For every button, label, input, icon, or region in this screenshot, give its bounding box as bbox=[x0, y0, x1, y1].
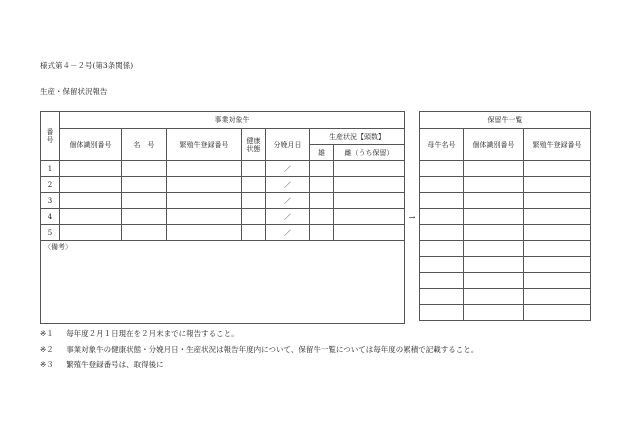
cell-individual-id[interactable] bbox=[464, 161, 524, 177]
table-row bbox=[420, 193, 591, 209]
cell-breeding-reg[interactable] bbox=[524, 273, 591, 289]
cell-breeding-reg[interactable] bbox=[167, 209, 242, 225]
cell-health[interactable] bbox=[242, 177, 266, 193]
remarks-label: 〈備考〉 bbox=[44, 243, 72, 251]
cell-individual-id[interactable] bbox=[464, 257, 524, 273]
cell-male[interactable] bbox=[310, 161, 334, 177]
cell-birth-month[interactable]: ／ bbox=[266, 209, 310, 225]
cell-individual-id[interactable] bbox=[60, 193, 122, 209]
cell-individual-id[interactable] bbox=[464, 225, 524, 241]
retained-cattle-group-header: 保留牛一覧 bbox=[420, 112, 591, 129]
cell-name[interactable] bbox=[122, 209, 167, 225]
cell-breeding-reg[interactable] bbox=[167, 193, 242, 209]
cell-mother-name[interactable] bbox=[420, 257, 464, 273]
col-female: 雌（うち保留） bbox=[334, 145, 405, 161]
cell-mother-name[interactable] bbox=[420, 305, 464, 321]
cell-male[interactable] bbox=[310, 177, 334, 193]
row-number: 4 bbox=[41, 209, 60, 225]
cell-health[interactable] bbox=[242, 225, 266, 241]
cell-breeding-reg[interactable] bbox=[524, 305, 591, 321]
table-row bbox=[420, 161, 591, 177]
cell-mother-name[interactable] bbox=[420, 289, 464, 305]
cell-female[interactable] bbox=[334, 209, 405, 225]
col-name: 名 号 bbox=[122, 129, 167, 161]
row-number: 2 bbox=[41, 177, 60, 193]
cell-mother-name[interactable] bbox=[420, 193, 464, 209]
cell-mother-name[interactable] bbox=[420, 161, 464, 177]
note-mark: ※１ bbox=[40, 329, 54, 338]
table-row bbox=[41, 225, 405, 241]
cell-birth-month[interactable]: ／ bbox=[266, 161, 310, 177]
cell-female[interactable] bbox=[334, 225, 405, 241]
cell-individual-id[interactable] bbox=[60, 209, 122, 225]
retained-cattle-table bbox=[419, 111, 591, 321]
row-number: 3 bbox=[41, 193, 60, 209]
arrow-icon: → bbox=[408, 213, 416, 222]
col-number-char-2: 号 bbox=[46, 136, 54, 144]
cell-individual-id[interactable] bbox=[464, 177, 524, 193]
cell-individual-id[interactable] bbox=[464, 289, 524, 305]
cell-name[interactable] bbox=[122, 225, 167, 241]
note-text: 事業対象牛の健康状態・分娩月日・生産状況は報告年度内について、保留牛一覧については毎年度の累積で記載すること。 bbox=[66, 345, 479, 354]
table-row bbox=[420, 177, 591, 193]
cell-female[interactable] bbox=[334, 193, 405, 209]
cell-female[interactable] bbox=[334, 177, 405, 193]
cell-breeding-reg[interactable] bbox=[167, 177, 242, 193]
target-cattle-table bbox=[40, 111, 405, 324]
col-health-line-2: 状態 bbox=[246, 144, 261, 153]
col-production-group: 生産状況【頭数】 bbox=[310, 129, 405, 145]
cell-male[interactable] bbox=[310, 225, 334, 241]
table-row bbox=[41, 209, 405, 225]
cell-health[interactable] bbox=[242, 161, 266, 177]
col-number-char-1: 番 bbox=[46, 128, 54, 136]
col-breeding-reg: 繁殖牛登録番号 bbox=[524, 129, 591, 161]
cell-mother-name[interactable] bbox=[420, 225, 464, 241]
note-2 bbox=[40, 345, 478, 354]
cell-individual-id[interactable] bbox=[60, 177, 122, 193]
table-row bbox=[420, 241, 591, 257]
cell-breeding-reg[interactable] bbox=[524, 177, 591, 193]
note-mark: ※２ bbox=[40, 345, 54, 354]
table-row bbox=[420, 305, 591, 321]
note-3 bbox=[40, 360, 164, 369]
cell-individual-id[interactable] bbox=[464, 193, 524, 209]
cell-birth-month[interactable]: ／ bbox=[266, 193, 310, 209]
col-mother-name: 母牛名号 bbox=[420, 129, 464, 161]
cell-breeding-reg[interactable] bbox=[524, 289, 591, 305]
table-row bbox=[420, 225, 591, 241]
table-row bbox=[420, 257, 591, 273]
table-row bbox=[41, 177, 405, 193]
note-text: 繁殖牛登録番号は、取得後に bbox=[66, 360, 164, 369]
row-number: 5 bbox=[41, 225, 60, 241]
cell-individual-id[interactable] bbox=[464, 241, 524, 257]
cell-name[interactable] bbox=[122, 161, 167, 177]
page-title: 生産・保留状況報告 bbox=[40, 87, 108, 96]
cell-mother-name[interactable] bbox=[420, 209, 464, 225]
cell-individual-id[interactable] bbox=[464, 209, 524, 225]
cell-mother-name[interactable] bbox=[420, 241, 464, 257]
cell-name[interactable] bbox=[122, 193, 167, 209]
cell-mother-name[interactable] bbox=[420, 273, 464, 289]
cell-birth-month[interactable]: ／ bbox=[266, 177, 310, 193]
note-1 bbox=[40, 329, 239, 338]
note-text: 毎年度２月１日現在を２月末までに報告すること。 bbox=[66, 329, 239, 338]
cell-breeding-reg[interactable] bbox=[524, 193, 591, 209]
cell-individual-id[interactable] bbox=[60, 225, 122, 241]
remarks-area[interactable] bbox=[41, 241, 405, 324]
cell-breeding-reg[interactable] bbox=[524, 225, 591, 241]
cell-birth-month[interactable]: ／ bbox=[266, 225, 310, 241]
table-row bbox=[420, 209, 591, 225]
col-birth-month: 分娩月日 bbox=[266, 129, 310, 161]
cell-female[interactable] bbox=[334, 161, 405, 177]
col-male: 雄 bbox=[310, 145, 334, 161]
table-row bbox=[41, 161, 405, 177]
cell-breeding-reg[interactable] bbox=[167, 161, 242, 177]
table-row bbox=[41, 193, 405, 209]
cell-name[interactable] bbox=[122, 177, 167, 193]
col-individual-id: 個体識別番号 bbox=[464, 129, 524, 161]
cell-individual-id[interactable] bbox=[464, 273, 524, 289]
cell-health[interactable] bbox=[242, 209, 266, 225]
form-number: 様式第４－２号(第3条関係) bbox=[40, 61, 134, 70]
col-breeding-reg: 繁殖牛登録番号 bbox=[167, 129, 242, 161]
cell-individual-id[interactable] bbox=[464, 305, 524, 321]
cell-breeding-reg[interactable] bbox=[524, 209, 591, 225]
col-health-line-1: 健康 bbox=[246, 136, 261, 145]
table-row bbox=[420, 289, 591, 305]
cell-breeding-reg[interactable] bbox=[524, 241, 591, 257]
col-health bbox=[242, 129, 266, 161]
col-individual-id: 個体識別番号 bbox=[60, 129, 122, 161]
target-cattle-group-header: 事業対象牛 bbox=[60, 112, 405, 129]
col-number-header bbox=[41, 112, 60, 161]
cell-male[interactable] bbox=[310, 209, 334, 225]
note-mark: ※３ bbox=[40, 360, 54, 369]
cell-breeding-reg[interactable] bbox=[524, 257, 591, 273]
row-number: 1 bbox=[41, 161, 60, 177]
cell-breeding-reg[interactable] bbox=[167, 225, 242, 241]
cell-individual-id[interactable] bbox=[60, 161, 122, 177]
cell-health[interactable] bbox=[242, 193, 266, 209]
table-row bbox=[420, 273, 591, 289]
cell-breeding-reg[interactable] bbox=[524, 161, 591, 177]
cell-mother-name[interactable] bbox=[420, 177, 464, 193]
cell-male[interactable] bbox=[310, 193, 334, 209]
